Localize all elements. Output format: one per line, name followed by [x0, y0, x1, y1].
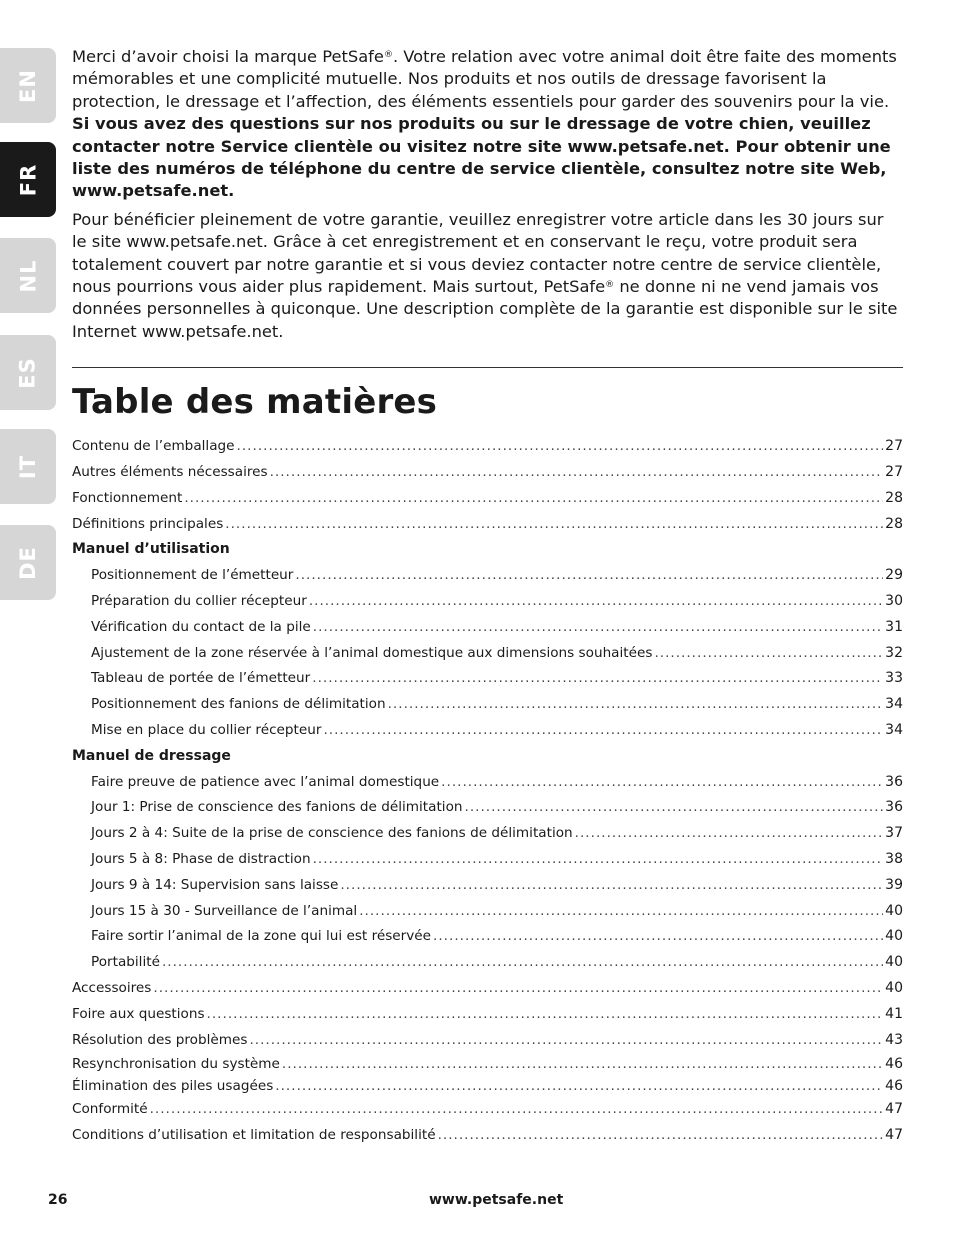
page-content — [72, 46, 903, 1149]
toc-entry-label: Positionnement de l’émetteur — [91, 567, 294, 584]
table-of-contents — [72, 434, 903, 1149]
toc-entry-page: 43 — [885, 1031, 903, 1048]
toc-entry-label: Jour 1: Prise de conscience des fanions de délimitation — [91, 799, 463, 816]
lang-tab-label: ES — [15, 356, 40, 389]
toc-entry[interactable] — [72, 486, 903, 512]
toc-dot-leader — [225, 512, 883, 538]
toc-entry[interactable] — [72, 460, 903, 486]
toc-entry-page: 29 — [885, 567, 903, 584]
toc-dot-leader — [441, 770, 883, 796]
toc-section-heading: Manuel d’utilisation — [72, 541, 230, 558]
toc-entry-page: 36 — [885, 773, 903, 790]
toc-dot-leader — [313, 847, 884, 873]
toc-entry-page: 39 — [885, 876, 903, 893]
toc-dot-leader — [323, 718, 883, 744]
toc-entry-label: Autres éléments nécessaires — [72, 464, 268, 481]
toc-entry[interactable] — [72, 770, 903, 796]
toc-entry-page: 37 — [885, 825, 903, 842]
toc-entry-page: 33 — [885, 670, 903, 687]
toc-entry-label: Vérification du contact de la pile — [91, 618, 311, 635]
intro-text: ne donne ni ne vend jamais vos données personnelles à quiconque. Une description complète de la garantie est disponible sur le site Internet www.petsafe.net. — [72, 277, 898, 341]
toc-entry-page: 40 — [885, 902, 903, 919]
toc-dot-leader — [162, 950, 883, 976]
toc-entry-label: Jours 15 à 30 - Surveillance de l’animal — [91, 902, 358, 919]
toc-entry-page: 46 — [885, 1056, 903, 1073]
toc-entry-page: 28 — [885, 515, 903, 532]
lang-tab-en[interactable] — [0, 48, 56, 123]
toc-entry[interactable] — [72, 718, 903, 744]
toc-entry[interactable] — [72, 873, 903, 899]
toc-entry-page: 41 — [885, 1005, 903, 1022]
toc-entry-label: Définitions principales — [72, 515, 224, 532]
toc-entry[interactable] — [72, 899, 903, 925]
toc-entry-page: 31 — [885, 618, 903, 635]
intro-paragraph-2 — [72, 209, 903, 343]
intro-text: Merci d’avoir choisi la marque PetSafe — [72, 47, 384, 66]
toc-section-heading: Manuel de dressage — [72, 747, 231, 764]
toc-dot-leader — [309, 589, 883, 615]
toc-dot-leader — [388, 692, 884, 718]
toc-title: Table des matières — [72, 382, 438, 423]
toc-entry[interactable] — [72, 434, 903, 460]
toc-entry[interactable] — [72, 976, 903, 1002]
toc-entry[interactable] — [72, 1075, 903, 1097]
toc-entry-page: 34 — [885, 696, 903, 713]
toc-entry[interactable] — [72, 641, 903, 667]
toc-entry-label: Foire aux questions — [72, 1005, 205, 1022]
toc-dot-leader — [438, 1123, 884, 1149]
toc-entry-page: 40 — [885, 928, 903, 945]
intro-paragraph-1 — [72, 46, 903, 203]
toc-dot-leader — [275, 1075, 883, 1097]
toc-entry[interactable] — [72, 1002, 903, 1028]
section-divider — [72, 367, 903, 368]
lang-tab-label: FR — [15, 163, 40, 196]
toc-entry[interactable] — [72, 615, 903, 641]
toc-dot-leader — [359, 899, 883, 925]
toc-entry-label: Jours 5 à 8: Phase de distraction — [91, 851, 311, 868]
toc-dot-leader — [150, 1097, 884, 1123]
toc-entry-label: Portabilité — [91, 954, 160, 971]
toc-dot-leader — [295, 563, 883, 589]
toc-entry[interactable] — [72, 692, 903, 718]
toc-entry[interactable] — [72, 924, 903, 950]
toc-entry-label: Resynchronisation du système — [72, 1056, 280, 1073]
toc-entry-label: Résolution des problèmes — [72, 1031, 248, 1048]
footer-website[interactable]: www.petsafe.net — [429, 1192, 564, 1208]
toc-dot-leader — [184, 486, 883, 512]
toc-entry-page: 27 — [885, 438, 903, 455]
toc-dot-leader — [465, 795, 884, 821]
intro-text: Pour bénéficier pleinement de votre garantie, veuillez enregistrer votre article dans les 30 jours sur le site www.petsafe.net. Grâce à cet enregistrement et en conservant le reçu, votre produit sera totalement couvert par notre garantie et si vous deviez contacter notre centre de service clientèle, nous pourrions vous aider plus rapidement. Mais surtout, PetSafe — [72, 209, 884, 297]
toc-entry[interactable] — [72, 1097, 903, 1123]
toc-entry-label: Élimination des piles usagées — [72, 1078, 274, 1095]
lang-tab-label: EN — [15, 68, 40, 103]
toc-entry[interactable] — [72, 1053, 903, 1075]
toc-entry-page: 36 — [885, 799, 903, 816]
toc-entry-page: 30 — [885, 593, 903, 610]
toc-entry-page: 28 — [885, 489, 903, 506]
toc-entry[interactable] — [72, 563, 903, 589]
toc-entry-label: Tableau de portée de l’émetteur — [91, 670, 311, 687]
toc-dot-leader — [312, 666, 883, 692]
toc-entry[interactable] — [72, 666, 903, 692]
toc-dot-leader — [282, 1053, 883, 1075]
intro-bold-text: Si vous avez des questions sur nos produits ou sur le dressage de votre chien, veuillez contacter notre Service clientèle ou visitez notre site www.petsafe.net. Pour obtenir une liste des numéros de téléphone du centre de service clientèle, consultez notre site Web, www.petsafe.net. — [72, 114, 891, 201]
lang-tab-fr[interactable] — [0, 142, 56, 217]
toc-entry-page: 40 — [885, 954, 903, 971]
lang-tab-it[interactable] — [0, 429, 56, 504]
toc-entry-page: 34 — [885, 722, 903, 739]
toc-entry[interactable] — [72, 589, 903, 615]
toc-entry-label: Contenu de l’emballage — [72, 438, 235, 455]
toc-entry[interactable] — [72, 950, 903, 976]
toc-dot-leader — [249, 1028, 883, 1054]
toc-entry-label: Faire sortir l’animal de la zone qui lui est réservée — [91, 928, 432, 945]
toc-dot-leader — [270, 460, 884, 486]
toc-entry[interactable] — [72, 1123, 903, 1149]
toc-entry-page: 27 — [885, 464, 903, 481]
toc-dot-leader — [575, 821, 884, 847]
toc-dot-leader — [237, 434, 884, 460]
toc-entry-label: Jours 9 à 14: Supervision sans laisse — [91, 876, 339, 893]
toc-entry-label: Conditions d’utilisation et limitation de responsabilité — [72, 1127, 436, 1144]
toc-dot-leader — [313, 615, 883, 641]
toc-entry-page: 38 — [885, 851, 903, 868]
toc-entry[interactable] — [72, 847, 903, 873]
toc-entry-page: 46 — [885, 1078, 903, 1095]
toc-entry-page: 47 — [885, 1101, 903, 1118]
toc-entry-label: Fonctionnement — [72, 489, 183, 506]
toc-entry[interactable] — [72, 795, 903, 821]
intro-section — [72, 46, 903, 343]
toc-entry-page: 47 — [885, 1127, 903, 1144]
toc-entry[interactable] — [72, 821, 903, 847]
toc-entry-label: Mise en place du collier récepteur — [91, 722, 322, 739]
toc-entry-label: Préparation du collier récepteur — [91, 593, 307, 610]
toc-entry[interactable] — [72, 1028, 903, 1054]
lang-tab-de[interactable] — [0, 525, 56, 600]
lang-tab-es[interactable] — [0, 335, 56, 410]
toc-dot-leader — [433, 924, 883, 950]
toc-dot-leader — [207, 1002, 884, 1028]
registered-mark: ® — [383, 50, 393, 60]
toc-entry-label: Faire preuve de patience avec l’animal domestique — [91, 773, 440, 790]
toc-entry-label: Accessoires — [72, 980, 152, 997]
toc-entry-label: Ajustement de la zone réservée à l’animal domestique aux dimensions souhaitées — [91, 644, 653, 661]
toc-entry[interactable] — [72, 512, 903, 538]
toc-entry-page: 40 — [885, 980, 903, 997]
toc-entry-label: Jours 2 à 4: Suite de la prise de conscience des fanions de délimitation — [91, 825, 573, 842]
lang-tab-label: DE — [16, 545, 40, 580]
registered-mark: ® — [605, 280, 615, 291]
toc-entry-label: Conformité — [72, 1101, 148, 1118]
toc-entry-label: Positionnement des fanions de délimitation — [91, 696, 386, 713]
lang-tab-label: NL — [16, 259, 40, 292]
lang-tab-label: IT — [15, 454, 40, 479]
page-number: 26 — [48, 1192, 68, 1208]
toc-dot-leader — [340, 873, 883, 899]
lang-tab-nl[interactable] — [0, 238, 56, 313]
toc-dot-leader — [654, 641, 883, 667]
toc-entry-page: 32 — [885, 644, 903, 661]
toc-dot-leader — [153, 976, 883, 1002]
intro-text: . Votre relation avec votre animal doit être faite des moments mémorables et une complicité mutuelle. Nos produits et nos outils de dressage favorisent la protection, le dressage et l’affection, des éléments essentiels pour garder des souvenirs pour la vie. — [72, 47, 897, 111]
